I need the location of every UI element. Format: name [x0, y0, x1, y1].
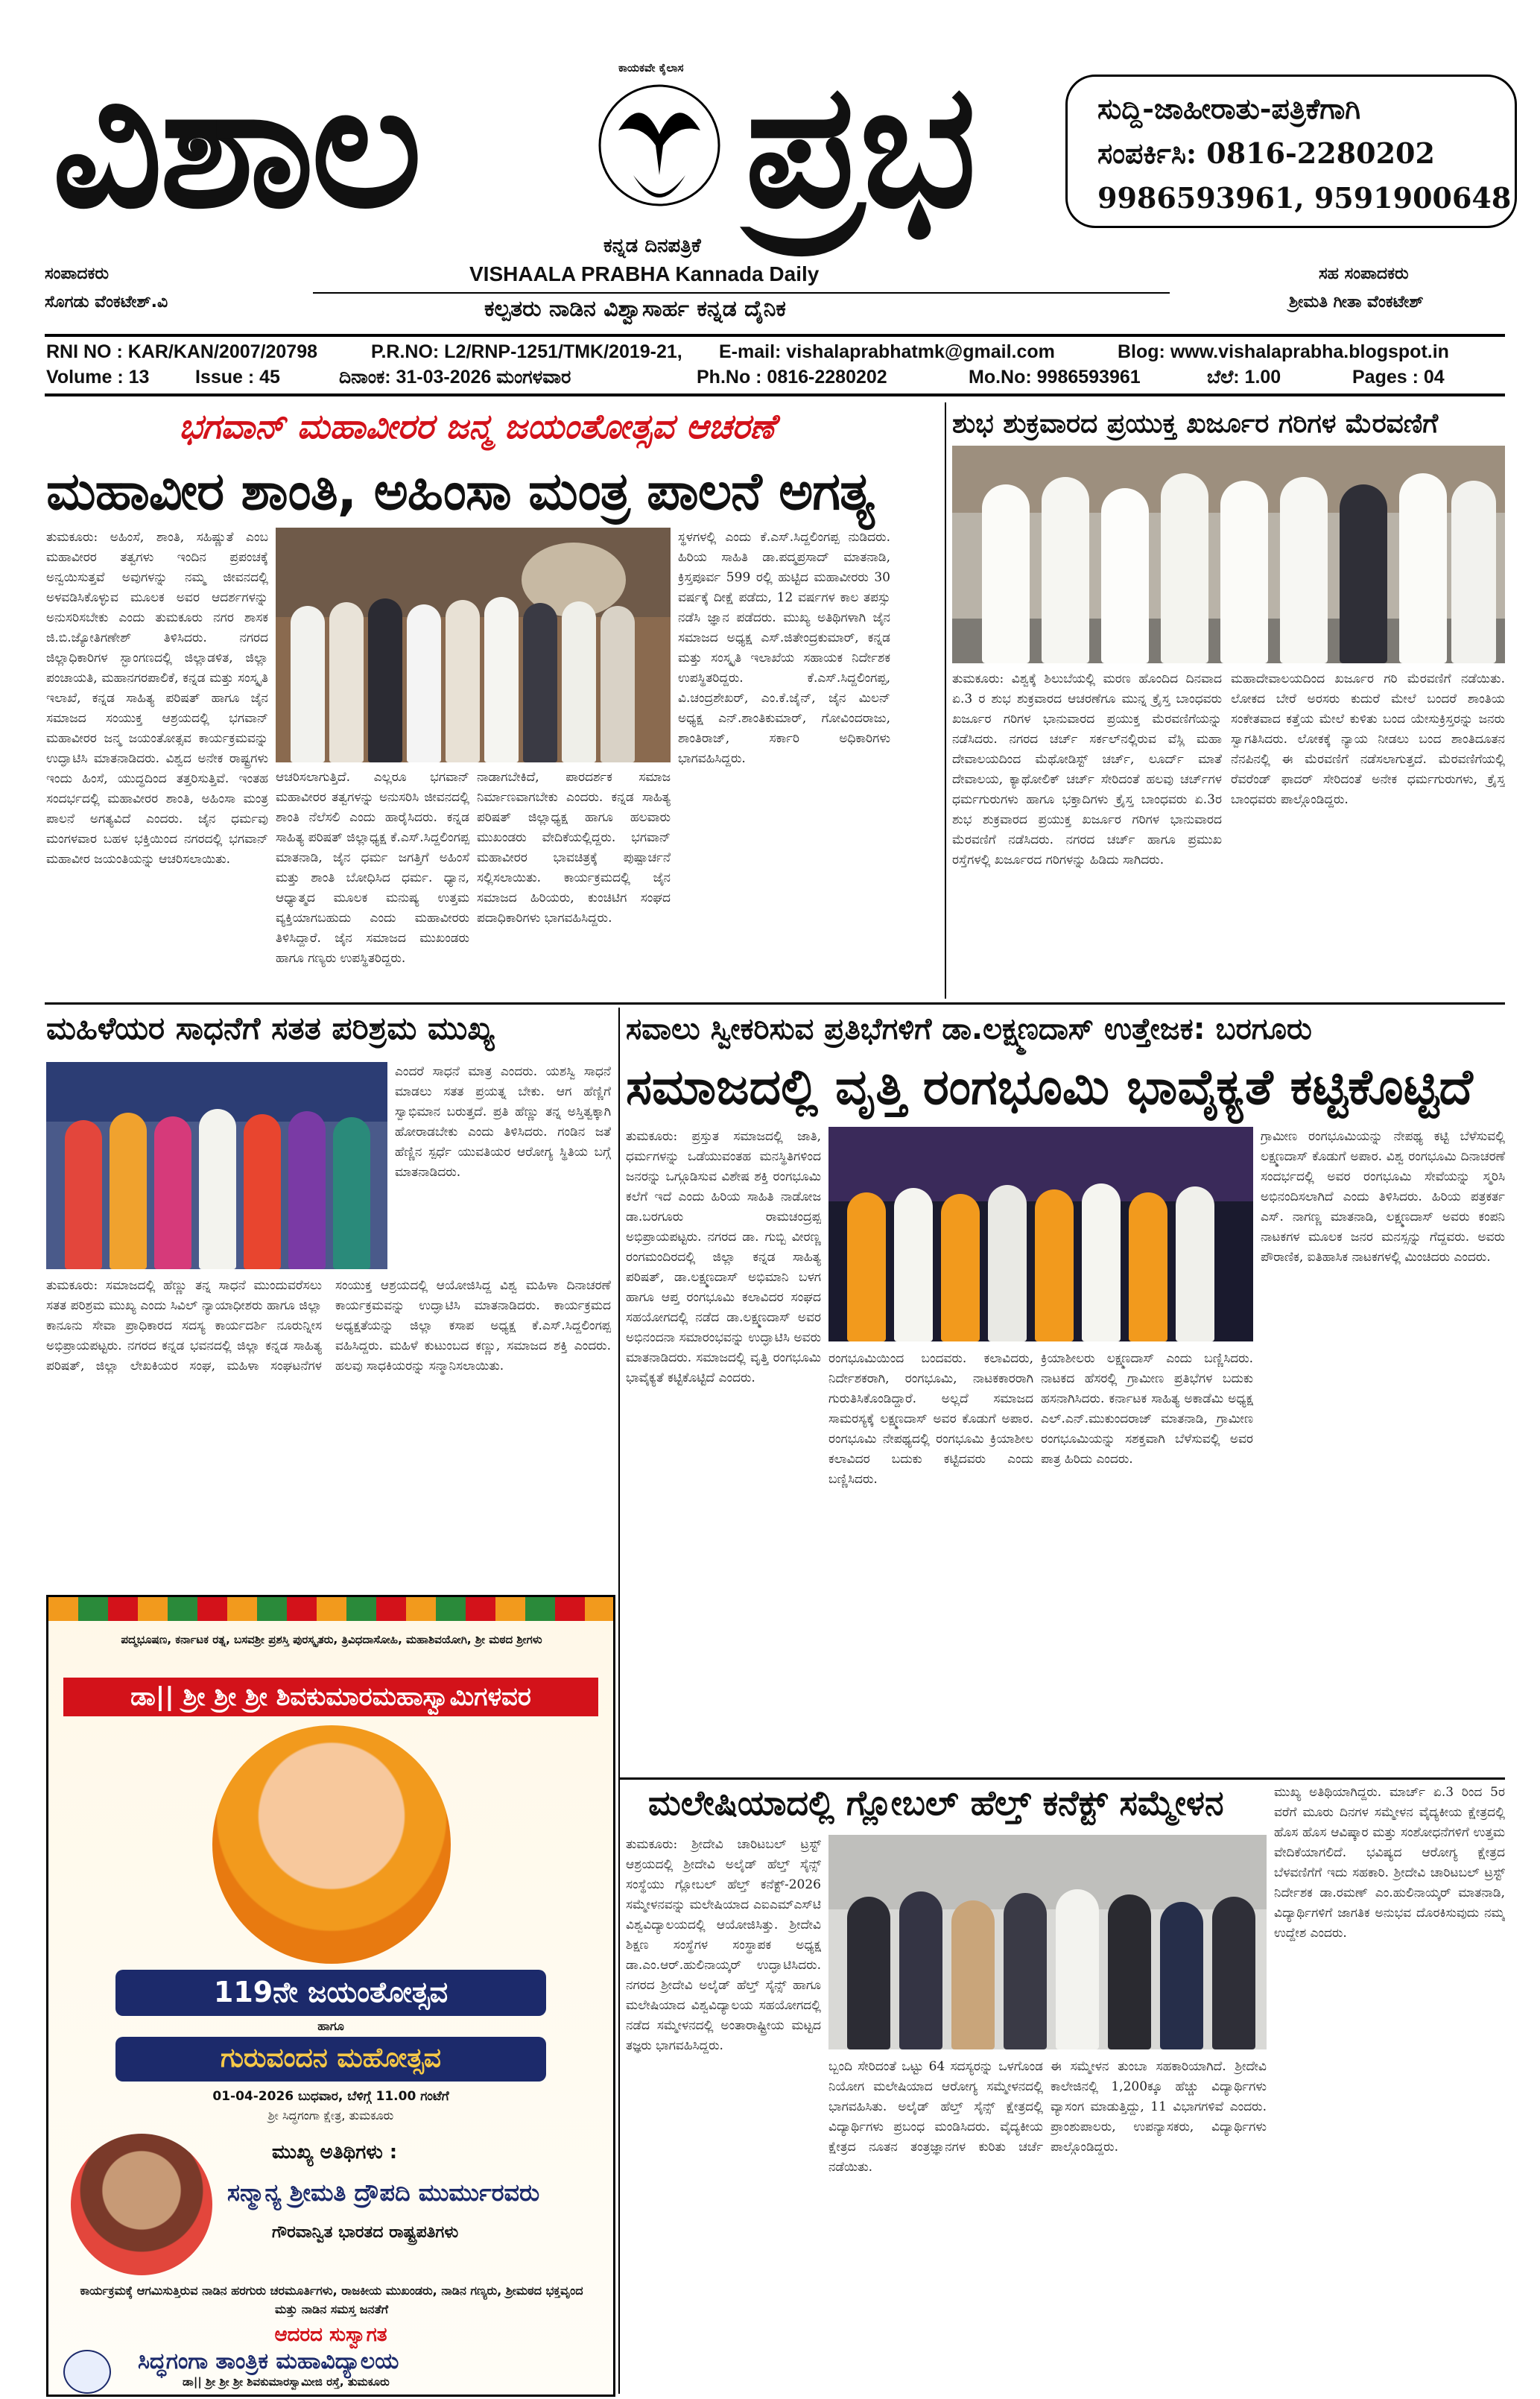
ad-contact-line1: ಸುದ್ದಿ-ಜಾಹೀರಾತು-ಪತ್ರಿಕೆಗಾಗಿ: [1097, 92, 1361, 125]
story5-col1: ತುಮಕೂರು: ಶ್ರೀದೇವಿ ಚಾರಿಟಬಲ್ ಟ್ರಸ್ಟ್ ಆಶ್ರಯದಲ್ಲಿ ಶ್ರೀದೇವಿ ಅಲೈಡ್ ಹೆಲ್ತ್ ಸೈನ್ಸ್ ಸಂಸ್ಥೆಯು ಗ್ಲೋಬಲ್ ಹೆಲ್ತ್ ಕನೆಕ್ಟ್-2026 ಸಮ್ಮೇಳನವನ್ನು ಮಲೇಷಿಯಾದ ಎಐಎಮ್‌ಎಸ್‌ಟಿ ವಿಶ್ವವಿದ್ಯಾಲಯದಲ್ಲಿ ಆಯೋಜಿಸಿತ್ತು. ಶ್ರೀದೇವಿ ಶಿಕ್ಷಣ ಸಂಸ್ಥೆಗಳ ಸಂಸ್ಥಾಪಕ ಅಧ್ಯಕ್ಷ ಡಾ.ಎಂ.ಆರ್.ಹುಲಿನಾಯ್ಕರ್ ಉದ್ಘಾಟಿಸಿದರು. ನಗರದ ಶ್ರೀದೇವಿ ಅಲೈಡ್ ಹೆಲ್ತ್ ಸೈನ್ಸ್ ಹಾಗೂ ಮಲೇಷಿಯಾದ ವಿಶ್ವವಿದ್ಯಾಲಯ ಸಹಯೋಗದಲ್ಲಿ ನಡೆದ ಸಮ್ಮೇಳನದಲ್ಲಿ ಅಂತಾರಾಷ್ಟ್ರೀಯ ಮಟ್ಟದ ತಜ್ಞರು ಭಾಗವಹಿಸಿದ್ದರು.: [626, 1837, 821, 2053]
story1-photo: [276, 528, 671, 762]
section-rule-1: [45, 1002, 1505, 1005]
story1-headline: ಮಹಾವೀರ ಶಾಂತಿ, ಅಹಿಂಸಾ ಮಂತ್ರ ಪಾಲನೆ ಅಗತ್ಯ: [46, 461, 874, 522]
story2-col2: ಮಹಾದೇವಾಲಯದಿಂದ ಖರ್ಜೂರ ಗರಿ ಮೆರವಣಿಗೆ ನಡೆಯಿತು. ಲೋಕದ ಬೇರೆ ಅರಸರು ಕುದುರೆ ಮೇಲೆ ಬಂದರೆ ಶಾಂತಿಯ ಸಂಕೇತವಾದ ಕತ್ತೆಯ ಮೇಲೆ ಕುಳಿತು ಬಂದ ಯೇಸುಕ್ರಿಸ್ತರನ್ನು ಜನರು ಸ್ವಾಗತಿಸಿದರು. ಲೋಕಕ್ಕೆ ನ್ಯಾಯ ನೀಡಲು ಬಂದ ಶಾಂತಿದೂತನ ನೆನಪಿನಲ್ಲಿ ಈ ಮೆರವಣಿಗೆ ನಡೆಸಲಾಗುತ್ತದೆ. ಮೆರವಣಿಗೆಯಲ್ಲಿ ರೆವರೆಂಡ್ ಫಾದರ್ ಸೇರಿದಂತೆ ಅನೇಕ ಧರ್ಮಗುರುಗಳು, ಕ್ರೈಸ್ತ ಬಾಂಧವರು ಪಾಲ್ಗೊಂಡಿದ್ದರು.: [1231, 671, 1505, 807]
ad-poster: [46, 1595, 615, 2397]
story5-col3: ಈ ಸಮ್ಮೇಳನ ತುಂಬಾ ಸಹಕಾರಿಯಾಗಿದೆ. ಶ್ರೀದೇವಿ ಕಾಲೇಜಿನಲ್ಲಿ 1,200ಕ್ಕೂ ಹೆಚ್ಚು ವಿದ್ಯಾರ್ಥಿಗಳು ವ್ಯಾಸಂಗ ಮಾಡುತ್ತಿದ್ದು, 11 ವಿಭಾಗಗಳಿವೆ ಎಂದರು. ಪ್ರಾಂಶುಪಾಲರು, ಉಪನ್ಯಾಸಕರು, ವಿದ್ಯಾರ್ಥಿಗಳು ಪಾಲ್ಗೊಂಡಿದ್ದರು.: [1051, 2059, 1267, 2155]
story1-col2: ಆಚರಿಸಲಾಗುತ್ತಿದೆ. ಎಲ್ಲರೂ ಭಗವಾನ್ ಮಹಾವೀರರ ತತ್ವಗಳನ್ನು ಅನುಸರಿಸಿ ಜೀವನದಲ್ಲಿ ಶಾಂತಿ ನೆಲೆಸಲಿ ಎಂದು ಹಾರೈಸಿದರು. ಕನ್ನಡ ಸಾಹಿತ್ಯ ಪರಿಷತ್ ಜಿಲ್ಲಾಧ್ಯಕ್ಷ ಕೆ.ಎಸ್.ಸಿದ್ದಲಿಂಗಪ್ಪ ಮಾತನಾಡಿ, ಜೈನ ಧರ್ಮ ಜಗತ್ತಿಗೆ ಅಹಿಂಸೆ ಮತ್ತು ಶಾಂತಿ ಬೋಧಿಸಿದ ಧರ್ಮ. ಧ್ಯಾನ, ಆಧ್ಯಾತ್ಮದ ಮೂಲಕ ಮನುಷ್ಯ ಉತ್ತಮ ವ್ಯಕ್ತಿಯಾಗಬಹುದು ಎಂದು ಮಹಾವೀರರು ತಿಳಿಸಿದ್ದಾರೆ. ಜೈನ ಸಮಾಜದ ಮುಖಂಡರು ಹಾಗೂ ಗಣ್ಯರು ಉಪಸ್ಥಿತರಿದ್ದರು.: [276, 770, 469, 966]
ad-chief-guest: ಸನ್ಮಾನ್ಯ ಶ್ರೀಮತಿ ದ್ರೌಪದಿ ಮುರ್ಮುರವರು: [227, 2178, 540, 2207]
story4-photo: [828, 1127, 1253, 1341]
ad-event-date: 01-04-2026 ಬುಧವಾರ, ಬೆಳಿಗ್ಗೆ 11.00 ಗಂಟೆಗೆ: [212, 2089, 449, 2104]
story2-headline: ಶುಭ ಶುಕ್ರವಾರದ ಪ್ರಯುಕ್ತ ಖರ್ಜೂರ ಗರಿಗಳ ಮೆರವಣಿಗೆ: [952, 408, 1439, 439]
ad-college-address: ಡಾ|| ಶ್ರೀ ಶ್ರೀ ಶ್ರೀ ಶಿವಕುಮಾರಸ್ವಾಮೀಜಿ ರಸ್ತೆ, ತುಮಕೂರು: [183, 2375, 390, 2389]
co-editor-label: ಸಹ ಸಂಪಾದಕರು: [1319, 265, 1409, 283]
story4-col1b: [626, 1550, 821, 1774]
info-prno: P.R.NO: L2/RNP-1251/TMK/2019-21,: [371, 341, 682, 362]
info-phone: Ph.No : 0816-2280202: [697, 367, 887, 388]
story5-photo: [828, 1835, 1267, 2049]
story1-col4: ಸ್ಥಳಗಳಲ್ಲಿ ಎಂದು ಕೆ.ಎಸ್.ಸಿದ್ದಲಿಂಗಪ್ಪ ನುಡಿದರು. ಹಿರಿಯ ಸಾಹಿತಿ ಡಾ.ಪದ್ಮಪ್ರಸಾದ್ ಮಾತನಾಡಿ, ಕ್ರಿಸ್ತಪೂರ್ವ 599 ರಲ್ಲಿ ಹುಟ್ಟಿದ ಮಹಾವೀರರು 30 ವರ್ಷಕ್ಕೆ ದೀಕ್ಷೆ ಪಡೆದು, 12 ವರ್ಷಗಳ ಕಾಲ ತಪಸ್ಸು ನಡೆಸಿ ಜ್ಞಾನ ಪಡೆದರು. ಮುಖ್ಯ ಅತಿಥಿಗಳಾಗಿ ಜೈನ ಸಮಾಜದ ಅಧ್ಯಕ್ಷ ಎಸ್.ಜಿತೇಂದ್ರಕುಮಾರ್, ಕನ್ನಡ ಮತ್ತು ಸಂಸ್ಕೃತಿ ಇಲಾಖೆಯ ಸಹಾಯಕ ನಿರ್ದೇಶಕ ಉಪಸ್ಥಿತರಿದ್ದರು. ಕೆ.ಎಸ್.ಸಿದ್ದಲಿಂಗಪ್ಪ, ವಿ.ಚಂದ್ರಶೇಖರ್, ಎಂ.ಕೆ.ಜೈನ್, ಜೈನ ಮಿಲನ್ ಅಧ್ಯಕ್ಷ ಎನ್.ಶಾಂತಿಕುಮಾರ್, ಗೋವಿಂದರಾಜು, ಶಾಂತಿರಾಜ್, ಸರ್ಕಾರಿ ಅಧಿಕಾರಿಗಳು ಭಾಗವಹಿಸಿದ್ದರು.: [678, 530, 890, 766]
vertical-divider-mid: [618, 1008, 620, 2394]
story4-col4: ಕ್ರಿಯಾಶೀಲರು ಲಕ್ಷ್ಮಣದಾಸ್ ಎಂದು ಬಣ್ಣಿಸಿದರು. ನಾಟಕದ ಹೆಸರಲ್ಲಿ ಗ್ರಾಮೀಣ ಪ್ರತಿಭೆಗಳ ಬದುಕು ಹಸನಾಗಿಸಿದರು. ಕರ್ನಾಟಕ ಸಾಹಿತ್ಯ ಅಕಾಡೆಮಿ ಅಧ್ಯಕ್ಷ ಎಲ್.ಎನ್.ಮುಕುಂದರಾಜ್ ಮಾತನಾಡಿ, ಗ್ರಾಮೀಣ ರಂಗಭೂಮಿಯನ್ನು ಸಶಕ್ತವಾಗಿ ಬೆಳೆಸುವಲ್ಲಿ ಅವರ ಪಾತ್ರ ಹಿರಿದು ಎಂದರು.: [1041, 1351, 1253, 1467]
ad-venue: ಶ್ರೀ ಸಿದ್ಧಗಂಗಾ ಕ್ಷೇತ್ರ, ತುಮಕೂರು: [267, 2108, 394, 2123]
info-mobile: Mo.No: 9986593961: [969, 367, 1141, 388]
story3-photo: [46, 1062, 387, 1269]
editor-name: ಸೊಗಡು ವೆಂಕಟೇಶ್.ವಿ: [45, 293, 168, 312]
ad-haagu: ಹಾಗೂ: [317, 2019, 344, 2033]
story2-photo: [952, 446, 1505, 663]
masthead-tagline: ಕಲ್ಪತರು ನಾಡಿನ ವಿಶ್ವಾಸಾರ್ಹ ಕನ್ನಡ ದೈನಿಕ: [484, 296, 786, 322]
masthead-subtitle-english: VISHAALA PRABHA Kannada Daily: [469, 262, 820, 285]
info-email: E-mail: vishalaprabhatmk@gmail.com: [719, 341, 1055, 362]
ad-chief-guest-title: ಗೌರವಾನ್ವಿತ ಭಾರತದ ರಾಷ್ಟ್ರಪತಿಗಳು: [272, 2223, 459, 2242]
ad-top-text: ಪದ್ಮಭೂಷಣ, ಕರ್ನಾಟಕ ರತ್ನ, ಬಸವಶ್ರೀ ಪ್ರಶಸ್ತಿ ಪುರಸ್ಕೃತರು, ತ್ರಿವಿಧದಾಸೋಹಿ, ಮಹಾಶಿವಯೋಗಿ, ಶ್ರೀ ಮಠದ ಶ್ರೀಗಳು: [121, 1633, 542, 1646]
masthead-title-right: ಪ್ರಭ: [745, 45, 974, 246]
dove-logo: [589, 63, 730, 235]
story1-col1: ತುಮಕೂರು: ಅಹಿಂಸೆ, ಶಾಂತಿ, ಸಹಿಷ್ಣುತೆ ಎಂಬ ಮಹಾವೀರರ ತತ್ವಗಳು ಇಂದಿನ ಪ್ರಪಂಚಕ್ಕೆ ಅನ್ವಯಿಸುತ್ತವೆ ಅವುಗಳನ್ನು ನಮ್ಮ ಜೀವನದಲ್ಲಿ ಅಳವಡಿಸಿಕೊಳ್ಳುವ ಮೂಲಕ ಅವರ ಆದರ್ಶಗಳನ್ನು ಅನುಸರಿಸಬೇಕು ಎಂದು ತುಮಕೂರು ನಗರ ಶಾಸಕ ಜಿ.ಬಿ.ಜ್ಯೋತಿಗಣೇಶ್ ತಿಳಿಸಿದರು. ನಗರದ ಜಿಲ್ಲಾಧಿಕಾರಿಗಳ ಸ್ಭಾಂಗಣದಲ್ಲಿ ಜಿಲ್ಲಾಡಳಿತ, ಜಿಲ್ಲಾ ಪಂಚಾಯತಿ, ಮಹಾನಗರಪಾಲಿಕೆ, ಕನ್ನಡ ಮತ್ತು ಸಂಸ್ಕೃತಿ ಇಲಾಖೆ, ಕನ್ನಡ ಸಾಹಿತ್ಯ ಪರಿಷತ್ ಹಾಗೂ ಜೈನ ಸಮಾಜದ ಸಂಯುಕ್ತ ಆಶ್ರಯದಲ್ಲಿ ಭಗವಾನ್ ಮಹಾವೀರರ ಜನ್ಮ ಜಯಂತೋತ್ಸವ ಕಾರ್ಯಕ್ರಮವನ್ನು ಉದ್ಘಾಟಿಸಿ ಮಾತನಾಡಿದರು. ವಿಶ್ವದ ಅನೇಕ ರಾಷ್ಟ್ರಗಳು ಇಂದು ಹಿಂಸೆ, ಯುದ್ಧದಿಂದ ತತ್ತರಿಸುತ್ತಿವೆ. ಇಂತಹ ಸಂದರ್ಭದಲ್ಲಿ ಮಹಾವೀರರ ಶಾಂತಿ, ಅಹಿಂಸಾ ಮಂತ್ರ ಪಾಲನೆ ಅಗತ್ಯವಿದೆ ಎಂದರು. ಜೈನ ಧರ್ಮವು ಮಂಗಳವಾರ ಬಹಳ ಭಕ್ತಿಯಿಂದ ನಗರದಲ್ಲಿ ಭಗವಾನ್ ಮಹಾವೀರ ಜಯಂತಿಯನ್ನು ಆಚರಿಸಲಾಯಿತು.: [46, 530, 268, 867]
ad-guruvandana: ಗುರುವಂದನ ಮಹೋತ್ಸವ: [221, 2043, 441, 2073]
masthead-title-left: ವಿಶಾಲ: [52, 45, 419, 246]
ad-contact-line3: 9986593961, 9591900648: [1097, 181, 1512, 215]
ad-guruvandana-banner: [115, 2037, 546, 2082]
co-editor-name: ಶ್ರೀಮತಿ ಗೀತಾ ವೆಂಕಟೇಶ್: [1289, 293, 1424, 312]
ad-jayanthi-banner: [115, 1970, 546, 2016]
story4-headline: ಸಮಾಜದಲ್ಲಿ ವೃತ್ತಿ ರಂಗಭೂಮಿ ಭಾವೈಕ್ಯತೆ ಕಟ್ಟಿಕೊಟ್ಟಿದೆ: [626, 1058, 1473, 1116]
story3-headline: ಮಹಿಳೆಯರ ಸಾಧನೆಗೆ ಸತತ ಪರಿಶ್ರಮ ಮುಖ್ಯ: [46, 1010, 495, 1046]
logo-arc-text: ಕಾಯಕವೇ ಕೈಲಾಸ: [618, 61, 684, 75]
ad-college: ಸಿದ್ಧಗಂಗಾ ತಾಂತ್ರಿಕ ಮಹಾವಿದ್ಯಾಲಯ: [138, 2348, 399, 2374]
story1-col3: ನಾಡಾಗಬೇಕಿದೆ, ಪಾರದರ್ಶಕ ಸಮಾಜ ನಿರ್ಮಾಣವಾಗಬೇಕು ಎಂದರು. ಕನ್ನಡ ಸಾಹಿತ್ಯ ಪರಿಷತ್ ಜಿಲ್ಲಾಧ್ಯಕ್ಷ ಹಾಗೂ ಹಲವಾರು ಮುಖಂಡರು ವೇದಿಕೆಯಲ್ಲಿದ್ದರು. ಭಗವಾನ್ ಮಹಾವೀರರ ಭಾವಚಿತ್ರಕ್ಕೆ ಪುಷ್ಪಾರ್ಚನೆ ಸಲ್ಲಿಸಲಾಯಿತು. ಕಾರ್ಯಕ್ರಮದಲ್ಲಿ ಜೈನ ಸಮಾಜದ ಹಿರಿಯರು, ಕುಂಚಿಟಿಗ ಸಂಘದ ಪದಾಧಿಕಾರಿಗಳು ಭಾಗವಹಿಸಿದ್ದರು.: [477, 770, 671, 926]
ad-jayanthi: 119ನೇ ಜಯಂತೋತ್ಸವ: [213, 1976, 449, 2008]
story5-headline: ಮಲೇಷಿಯಾದಲ್ಲಿ ಗ್ಲೋಬಲ್ ಹೆಲ್ತ್ ಕನೆಕ್ಟ್ ಸಮ್ಮೇಳನ: [648, 1783, 1224, 1823]
info-blog: Blog: www.vishalaprabha.blogspot.in: [1118, 341, 1449, 362]
info-volume: Volume : 13: [46, 367, 150, 388]
info-bar-bottom-rule: [45, 393, 1505, 396]
story4-col1: ತುಮಕೂರು: ಪ್ರಸ್ತುತ ಸಮಾಜದಲ್ಲಿ ಜಾತಿ, ಧರ್ಮಗಳನ್ನು ಒಡೆಯುವಂತಹ ಮನಸ್ಥಿತಿಗಳಿಂದ ಜನರನ್ನು ಒಗ್ಗೂಡಿಸುವ ವಿಶೇಷ ಶಕ್ತಿ ರಂಗಭೂಮಿ ಕಲೆಗೆ ಇದೆ ಎಂದು ಹಿರಿಯ ಸಾಹಿತಿ ನಾಡೋಜ ಡಾ.ಬರಗೂರು ರಾಮಚಂದ್ರಪ್ಪ ಅಭಿಪ್ರಾಯಪಟ್ಟರು. ನಗರದ ಡಾ. ಗುಬ್ಬಿ ವೀರಣ್ಣ ರಂಗಮಂದಿರದಲ್ಲಿ ಜಿಲ್ಲಾ ಕನ್ನಡ ಸಾಹಿತ್ಯ ಪರಿಷತ್, ಡಾ.ಲಕ್ಷ್ಮಣದಾಸ್ ಅಭಿಮಾನಿ ಬಳಗ ಹಾಗೂ ಆಪ್ತ ರಂಗಭೂಮಿ ಕಲಾವಿದರ ಸಂಘದ ಸಹಯೋಗದಲ್ಲಿ ನಡೆದ ಡಾ.ಲಕ್ಷ್ಮಣದಾಸ್ ಅವರ ಅಭಿನಂದನಾ ಸಮಾರಂಭವನ್ನು ಉದ್ಘಾಟಿಸಿ ಅವರು ಮಾತನಾಡಿದರು. ಸಮಾಜದಲ್ಲಿ ವೃತ್ತಿ ರಂಗಭೂಮಿ ಭಾವೈಕ್ಯತೆ ಕಟ್ಟಿಕೊಟ್ಟಿದೆ ಎಂದರು.: [626, 1129, 821, 1385]
ad-welcome: ಆದರದ ಸುಸ್ವಾಗತ: [274, 2324, 387, 2346]
ad-swamiji-name: ಡಾ|| ಶ್ರೀ ಶ್ರೀ ಶ್ರೀ ಶಿವಕುಮಾರಮಹಾಸ್ವಾಮಿಗಳವರ: [63, 1678, 598, 1716]
ad-chief-guest-photo: [71, 2134, 212, 2275]
section-rule-2: [620, 1777, 1505, 1780]
ad-contact-line2: ಸಂಪರ್ಕಿಸಿ: 0816-2280202: [1097, 136, 1435, 170]
info-bar-top-rule: [45, 334, 1505, 337]
info-price: ಬೆಲೆ: 1.00: [1207, 367, 1281, 388]
info-date: ದಿನಾಂಕ: 31-03-2026 ಮಂಗಳವಾರ: [339, 367, 571, 388]
story4-col2: ಗ್ರಾಮೀಣ ರಂಗಭೂಮಿಯನ್ನು ನೇಪಥ್ಯ ಕಟ್ಟಿ ಬೆಳೆಸುವಲ್ಲಿ ಲಕ್ಷ್ಮಣದಾಸ್ ಕೊಡುಗೆ ಅಪಾರ. ವಿಶ್ವ ರಂಗಭೂಮಿ ದಿನಾಚರಣೆ ಸಂದರ್ಭದಲ್ಲಿ ಅವರ ರಂಗಭೂಮಿ ಸೇವೆಯನ್ನು ಸ್ಮರಿಸಿ ಅಭಿನಂದಿಸಲಾಗಿದೆ ಎಂದು ತಿಳಿಸಿದರು. ಹಿರಿಯ ಪತ್ರಕರ್ತ ಎಸ್. ನಾಗಣ್ಣ ಮಾತನಾಡಿ, ಲಕ್ಷ್ಮಣದಾಸ್ ಅವರು ಕಂಪನಿ ನಾಟಕಗಳ ಮೂಲಕ ಜನರ ಮನಸ್ಸನ್ನು ಗೆದ್ದವರು. ಅವರು ಪೌರಾಣಿಕ, ಐತಿಹಾಸಿಕ ನಾಟಕಗಳಲ್ಲಿ ಮಿಂಚಿದರು ಎಂದರು.: [1261, 1129, 1505, 1265]
ad-contact-box: [1065, 75, 1517, 228]
ad-chief-guest-label: ಮುಖ್ಯ ಅತಿಥಿಗಳು :: [272, 2141, 398, 2163]
story5-col4: ಮುಖ್ಯ ಅತಿಥಿಯಾಗಿದ್ದರು. ಮಾರ್ಚ್ ಏ.3 ರಿಂದ 5ರ ವರೆಗೆ ಮೂರು ದಿನಗಳ ಸಮ್ಮೇಳನ ವೈದ್ಯಕೀಯ ಕ್ಷೇತ್ರದಲ್ಲಿ ಹೊಸ ಹೊಸ ಆವಿಷ್ಕಾರ ಮತ್ತು ಸಂಶೋಧನೆಗಳಿಗೆ ಉತ್ತಮ ವೇದಿಕೆಯಾಗಲಿದೆ. ಭವಿಷ್ಯದ ಆರೋಗ್ಯ ಕ್ಷೇತ್ರದ ಬೆಳವಣಿಗೆಗೆ ಇದು ಸಹಕಾರಿ. ಶ್ರೀದೇವಿ ಚಾರಿಟಬಲ್ ಟ್ರಸ್ಟ್ ನಿರ್ದೇಶಕ ಡಾ.ರಮಣ್ ಎಂ.ಹುಲಿನಾಯ್ಕರ್ ಮಾತನಾಡಿ, ವಿದ್ಯಾರ್ಥಿಗಳಿಗೆ ಜಾಗತಿಕ ಅನುಭವ ದೊರಕಿಸುವುದು ನಮ್ಮ ಉದ್ದೇಶ ಎಂದರು.: [1274, 1785, 1505, 1941]
masthead-subtitle-kannada: ಕನ್ನಡ ದಿನಪತ್ರಿಕೆ: [603, 235, 701, 257]
story2-col1: ತುಮಕೂರು: ವಿಶ್ವಕ್ಕೆ ಶಿಲುಬೆಯಲ್ಲಿ ಮರಣ ಹೊಂದಿದ ದಿನವಾದ ಏ.3 ರ ಶುಭ ಶುಕ್ರವಾರದ ಆಚರಣೆಗೂ ಮುನ್ನ ಕ್ರೈಸ್ತ ಬಾಂಧವರು ಖರ್ಜೂರ ಗರಿಗಳ ಭಾನುವಾರದ ಪ್ರಯುಕ್ತ ಮೆರವಣಿಗೆಯನ್ನು ನಡೆಸಿದರು. ನಗರದ ಚರ್ಚ್ ಸರ್ಕಲ್‌ನಲ್ಲಿರುವ ವೆಸ್ಲಿ ಮಹಾ ದೇವಾಲಯದಿಂದ ಮೆಥೋಡಿಸ್ಟ್ ಚರ್ಚ್, ಲೂರ್ದ್ ಮಾತೆ ದೇವಾಲಯ, ಕ್ಯಾಥೋಲಿಕ್ ಚರ್ಚ್ ಸೇರಿದಂತೆ ಹಲವು ಚರ್ಚ್‌ಗಳ ಧರ್ಮಗುರುಗಳು ಹಾಗೂ ಭಕ್ತಾದಿಗಳು ಕ್ರೈಸ್ತ ಬಾಂಧವರು ಏ.3ರ ಶುಭ ಶುಕ್ರವಾರದ ಪ್ರಯುಕ್ತ ಖರ್ಜೂರ ಗರಿಗಳ ಭಾನುವಾರದ ಮೆರವಣಿಗೆ ನಡೆಸಿದರು. ನಗರದ ಚರ್ಚ್ ಹಾಗೂ ಪ್ರಮುಖ ರಸ್ತೆಗಳಲ್ಲಿ ಖರ್ಜೂರದ ಗರಿಗಳನ್ನು ಹಿಡಿದು ಸಾಗಿದರು.: [952, 671, 1222, 867]
ad-swamiji-portrait: [212, 1725, 451, 1964]
editor-label: ಸಂಪಾದಕರು: [45, 265, 110, 283]
tagline-rule: [313, 292, 1170, 294]
story3-col-right: ಎಂದರೆ ಸಾಧನೆ ಮಾತ್ರ ಎಂದರು. ಯಶಸ್ವಿ ಸಾಧನೆ ಮಾಡಲು ಸತತ ಪ್ರಯತ್ನ ಬೇಕು. ಆಗ ಹೆಣ್ಣಿಗೆ ಸ್ವಾಭಿಮಾನ ಬರುತ್ತದೆ. ಪ್ರತಿ ಹೆಣ್ಣು ತನ್ನ ಅಸ್ತಿತ್ವಕ್ಕಾಗಿ ಹೋರಾಡಬೇಕು ಎಂದು ತಿಳಿಸಿದರು. ಗಂಡಿನ ಜತೆ ಹೆಣ್ಣಿನ ಸ್ಪರ್ಧೆ ಯುವತಿಯರ ಆರೋಗ್ಯ ಸ್ಥಿತಿಯ ಬಗ್ಗೆ ಮಾತನಾಡಿದರು.: [395, 1064, 611, 1180]
info-issue: Issue : 45: [195, 367, 280, 388]
vertical-divider-top: [945, 402, 946, 999]
ad-college-emblem: [63, 2350, 111, 2394]
story5-col2: ಬ್ಬಂದಿ ಸೇರಿದಂತೆ ಒಟ್ಟು 64 ಸದಸ್ಯರನ್ನು ಒಳಗೊಂಡ ನಿಯೋಗ ಮಲೇಷಿಯಾದ ಆರೋಗ್ಯ ಸಮ್ಮೇಳನದಲ್ಲಿ ಭಾಗವಹಿಸಿತು. ಅಲೈಡ್ ಹೆಲ್ತ್ ಸೈನ್ಸ್ ಕ್ಷೇತ್ರದಲ್ಲಿ ವಿದ್ಯಾರ್ಥಿಗಳು ಪ್ರಬಂಧ ಮಂಡಿಸಿದರು. ವೈದ್ಯಕೀಯ ಕ್ಷೇತ್ರದ ನೂತನ ತಂತ್ರಜ್ಞಾನಗಳ ಕುರಿತು ಚರ್ಚೆ ನಡೆಯಿತು.: [828, 2059, 1043, 2175]
info-rni: RNI NO : KAR/KAN/2007/20798: [46, 341, 318, 362]
story1-kicker: ಭಗವಾನ್ ಮಹಾವೀರರ ಜನ್ಮ ಜಯಂತೋತ್ಸವ ಆಚರಣೆ: [179, 406, 776, 446]
story4-kicker: ಸವಾಲು ಸ್ವೀಕರಿಸುವ ಪ್ರತಿಭೆಗಳಿಗೆ ಡಾ.ಲಕ್ಷ್ಮಣದಾಸ್ ಉತ್ತೇಜಕ: ಬರಗೂರು: [626, 1012, 1312, 1046]
ad-invite-text: ಕಾರ್ಯಕ್ರಮಕ್ಕೆ ಆಗಮಿಸುತ್ತಿರುವ ನಾಡಿನ ಹರಗುರು ಚರಮೂರ್ತಿಗಳು, ರಾಜಕೀಯ ಮುಖಂಡರು, ನಾಡಿನ ಗಣ್ಯರು, ಶ್ರೀಮಠದ ಭಕ್ತವೃಂದ ಮತ್ತು ನಾಡಿನ ಸಮಸ್ತ ಜನತೆಗೆ: [80, 2283, 583, 2316]
info-pages: Pages : 04: [1352, 367, 1445, 388]
story3-body: ತುಮಕೂರು: ಸಮಾಜದಲ್ಲಿ ಹೆಣ್ಣು ತನ್ನ ಸಾಧನೆ ಮುಂದುವರೆಸಲು ಸತತ ಪರಿಶ್ರಮ ಮುಖ್ಯ ಎಂದು ಸಿವಿಲ್ ನ್ಯಾಯಾಧೀಶರು ಹಾಗೂ ಜಿಲ್ಲಾ ಕಾನೂನು ಸೇವಾ ಪ್ರಾಧಿಕಾರದ ಸದಸ್ಯ ಕಾರ್ಯದರ್ಶಿ ನೂರುನ್ನೀಸ ಅಭಿಪ್ರಾಯಪಟ್ಟರು. ನಗರದ ಕನ್ನಡ ಭವನದಲ್ಲಿ ಜಿಲ್ಲಾ ಕನ್ನಡ ಸಾಹಿತ್ಯ ಪರಿಷತ್, ಜಿಲ್ಲಾ ಲೇಖಕಿಯರ ಸಂಘ, ಮಹಿಳಾ ಸಂಘಟನೆಗಳ ಸಂಯುಕ್ತ ಆಶ್ರಯದಲ್ಲಿ ಆಯೋಜಿಸಿದ್ದ ವಿಶ್ವ ಮಹಿಳಾ ದಿನಾಚರಣೆ ಕಾರ್ಯಕ್ರಮವನ್ನು ಉದ್ಘಾಟಿಸಿ ಮಾತನಾಡಿದರು. ಕಾರ್ಯಕ್ರಮದ ಅಧ್ಯಕ್ಷತೆಯನ್ನು ಜಿಲ್ಲಾ ಕಸಾಪ ಅಧ್ಯಕ್ಷ ಕೆ.ಎಸ್.ಸಿದ್ದಲಿಂಗಪ್ಪ ವಹಿಸಿದ್ದರು. ಮಹಿಳೆ ಕುಟುಂಬದ ಕಣ್ಣು, ಸಮಾಜದ ಶಕ್ತಿ ಎಂದರು. ಹಲವು ಸಾಧಕಿಯರನ್ನು ಸನ್ಮಾನಿಸಲಾಯಿತು.: [46, 1278, 611, 1374]
story4-col3: ರಂಗಭೂಮಿಯಿಂದ ಬಂದವರು. ಕಲಾವಿದರು, ನಿರ್ದೇಶಕರಾಗಿ, ರಂಗಭೂಮಿ, ನಾಟಕಕಾರರಾಗಿ ಗುರುತಿಸಿಕೊಂಡಿದ್ದಾರೆ. ಅಲ್ಲದೆ ಸಮಾಜದ ಸಾಮರಸ್ಯಕ್ಕೆ ಲಕ್ಷ್ಮಣದಾಸ್ ಅವರ ಕೊಡುಗೆ ಅಪಾರ. ರಂಗಭೂಮಿ ನೇಪಥ್ಯದಲ್ಲಿ ರಂಗಭೂಮಿ ಕ್ರಿಯಾಶೀಲ ಕಲಾವಿದರ ಬದುಕು ಕಟ್ಟಿದವರು ಎಂದು ಬಣ್ಣಿಸಿದರು.: [828, 1351, 1033, 1487]
